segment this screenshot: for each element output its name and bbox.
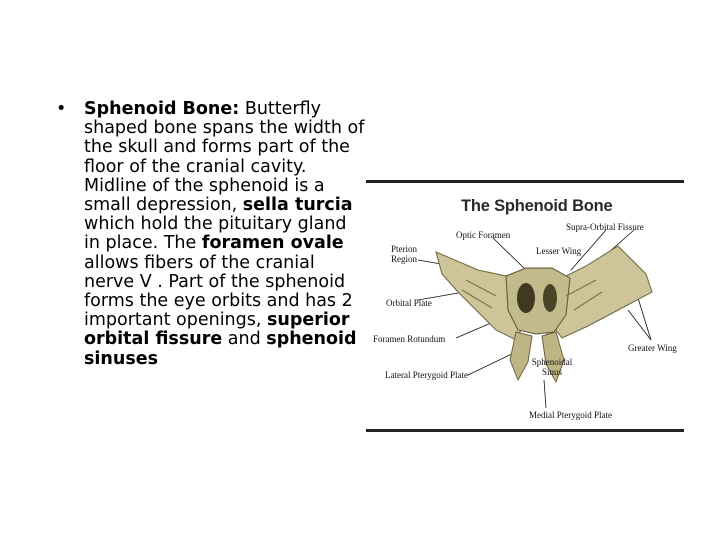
label-lateral-pterygoid-plate: Lateral Pterygoid Plate bbox=[385, 370, 468, 380]
bold-term: superior orbital fissure bbox=[84, 310, 350, 350]
bold-term: sella turcia bbox=[242, 195, 353, 216]
label-foramen-rotundum: Foramen Rotundum bbox=[373, 334, 446, 344]
text-segment: and bbox=[222, 329, 267, 350]
bullet-paragraph bbox=[84, 100, 366, 369]
text-segment: Butterfly shaped bone spans the width of the skull and forms part of the floor of the cranial cavity. Midline of the sphenoid is a small depression, bbox=[84, 99, 365, 216]
text-segment: allows fibers of the cranial nerve V . Part of the sphenoid forms the eye orbits and has 2 important openings, bbox=[84, 252, 353, 331]
text-segment: which hold the pituitary gland in place. The bbox=[84, 214, 347, 254]
bullet-text-block bbox=[56, 100, 366, 369]
bullet-dot: • bbox=[56, 99, 67, 119]
figure-title: The Sphenoid Bone bbox=[461, 197, 613, 215]
label-optic-foramen: Optic Foramen bbox=[456, 230, 511, 240]
label-sphenoidal-sinus: Sphenoidal Sinus bbox=[531, 357, 573, 377]
bold-term: sphenoid sinuses bbox=[84, 329, 357, 369]
label-supra-orbital-fissure: Supra-Orbital Fissure bbox=[566, 222, 644, 232]
bold-term: foramen ovale bbox=[201, 233, 344, 254]
label-orbital-plate: Orbital Plate bbox=[386, 298, 432, 308]
label-medial-pterygoid-plate: Medial Pterygoid Plate bbox=[529, 410, 612, 420]
sphenoid-figure bbox=[366, 180, 684, 432]
label-lesser-wing: Lesser Wing bbox=[536, 246, 582, 256]
label-pterion-region: Pterion Region bbox=[391, 244, 417, 264]
label-greater-wing: Greater Wing bbox=[628, 343, 677, 353]
bold-term: Sphenoid Bone: bbox=[84, 99, 240, 119]
